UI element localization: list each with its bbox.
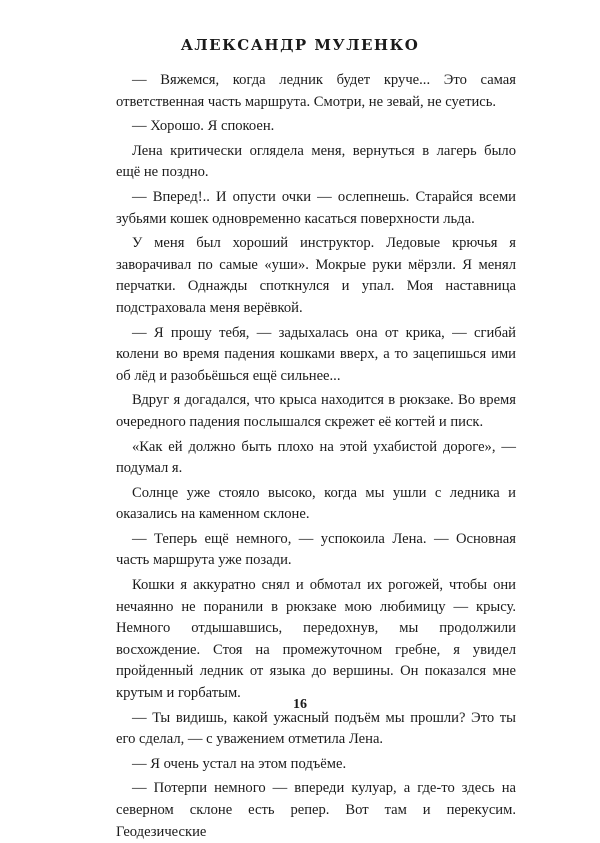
paragraph: — Потерпи немного — впереди кулуар, а где-то здесь на северном склоне есть репер. Вот там и перекусим. Геодезические [116,780,516,840]
paragraph: — Я прошу тебя, — задыхалась она от крика, — сгибай колени во время падения кошками вверх, а то зацепишься ими об лёд и разобьёшься ещё сильнее... [116,324,516,384]
paragraph: Солнце уже стояло высоко, когда мы ушли с ледника и оказались на каменном склоне. [116,484,516,523]
running-head: АЛЕКСАНДР МУЛЕНКО [180,36,420,54]
paragraph: «Как ей должно быть плохо на этой ухабистой дороге», — подумал я. [116,438,516,477]
page-number: 16 [293,697,307,712]
paragraph: — Теперь ещё немного, — успокоила Лена. — Основная часть маршрута уже позади. [116,530,516,569]
paragraph: Вдруг я догадался, что крыса находится в рюкзаке. Во время очередного падения послышался скрежет её когтей и писк. [116,392,516,430]
paragraph: Кошки я аккуратно снял и обмотал их рогожей, чтобы они нечаянно не поранили в рюкзаке мою любимицу — крысу. Немного отдышавшись, передохнув, мы продолжили восхождение. Стоя на промежуточном гребне, я увидел пройденный ледник от языка до вершины. Он показался мне крутым и горбатым. [116,577,516,702]
book-text [116,70,516,843]
paragraph: — Ты видишь, какой ужасный подъём мы прошли? Это ты его сделал, — с уважением отметила Лена. [116,709,516,748]
paragraph: — Вперед!.. И опусти очки — ослепнешь. Старайся всеми зубьями кошек одновременно касаться поверхности льда. [116,188,516,227]
paragraph: — Хорошо. Я спокоен. [132,118,275,135]
paragraph: — Вяжемся, когда ледник будет круче... Это самая ответственная часть маршрута. Смотри, не зевай, не суетись. [116,72,516,110]
paragraph: У меня был хороший инструктор. Ледовые крючья я заворачивал по самые «уши». Мокрые руки мёрзли. Я менял перчатки. Однажды споткнулся и упал. Моя наставница подстраховала меня верёвкой. [116,235,516,316]
paragraph: — Я очень устал на этом подъёме. [132,755,347,772]
paragraph: Лена критически оглядела меня, вернуться в лагерь было ещё не поздно. [116,142,516,181]
